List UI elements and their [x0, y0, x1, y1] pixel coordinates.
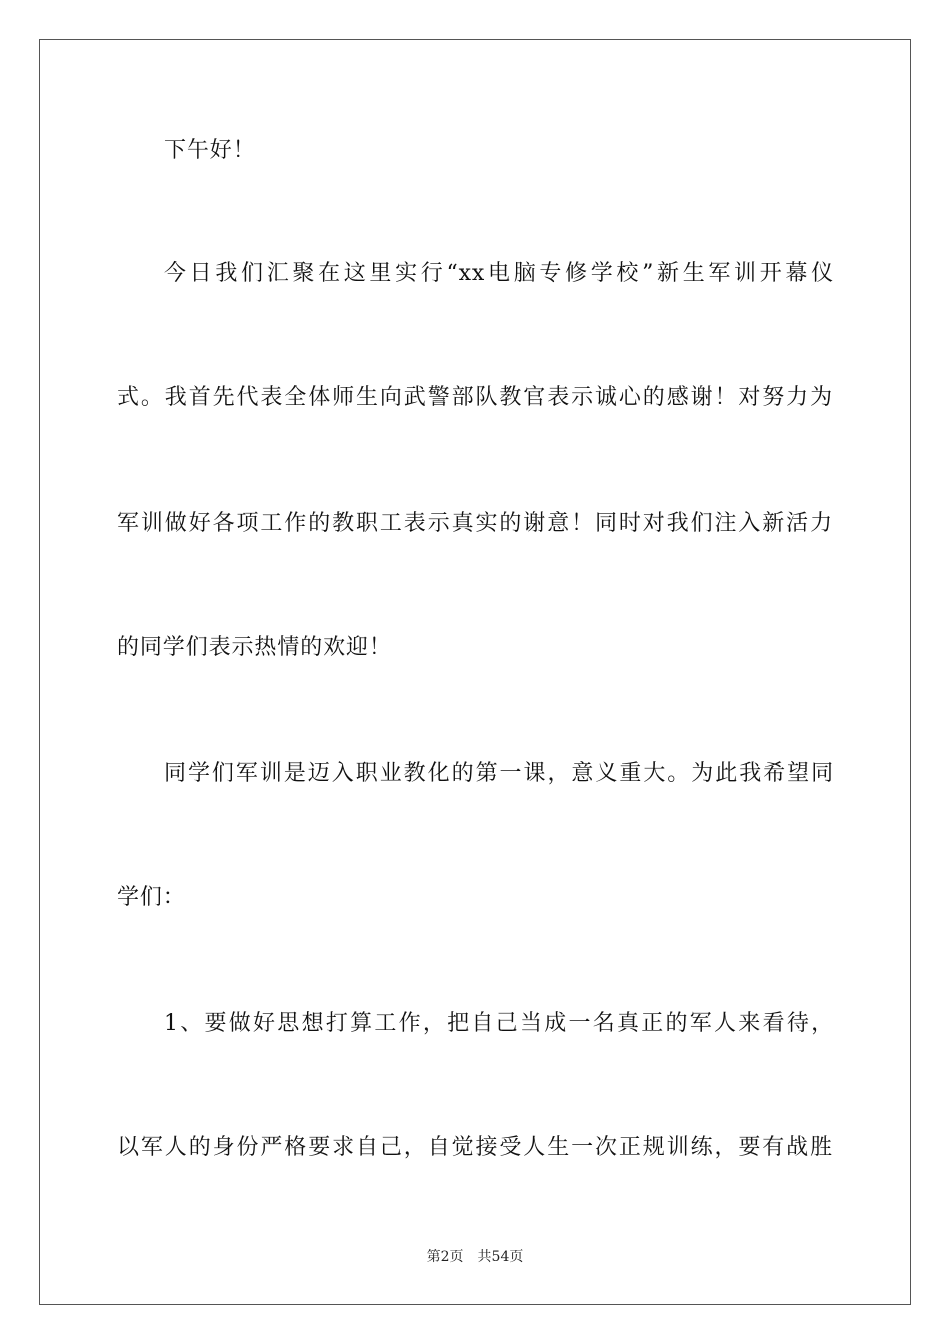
text-line: 以军人的身份严格要求自己，自觉接受人生一次正规训练，要有战胜 [117, 1135, 833, 1160]
page-border [39, 39, 911, 1305]
text-line: 式。我首先代表全体师生向武警部队教官表示诚心的感谢！对努力为 [117, 385, 833, 410]
page-number: 第2页 [426, 1249, 464, 1265]
text-line: 军训做好各项工作的教职工表示真实的谢意！同时对我们注入新活力 [117, 511, 833, 536]
page-footer [0, 1248, 950, 1266]
text-line: 的同学们表示热情的欢迎！ [117, 635, 392, 660]
text-line: 今日我们汇聚在这里实行“xx电脑专修学校”新生军训开幕仪 [164, 261, 834, 286]
text-line: 下午好！ [164, 138, 256, 163]
text-line: 同学们军训是迈入职业教化的第一课，意义重大。为此我希望同 [164, 761, 834, 786]
page-total: 共54页 [477, 1249, 524, 1265]
text-line: 1、要做好思想打算工作，把自己当成一名真正的军人来看待， [164, 1011, 834, 1036]
text-line: 学们： [117, 885, 186, 910]
